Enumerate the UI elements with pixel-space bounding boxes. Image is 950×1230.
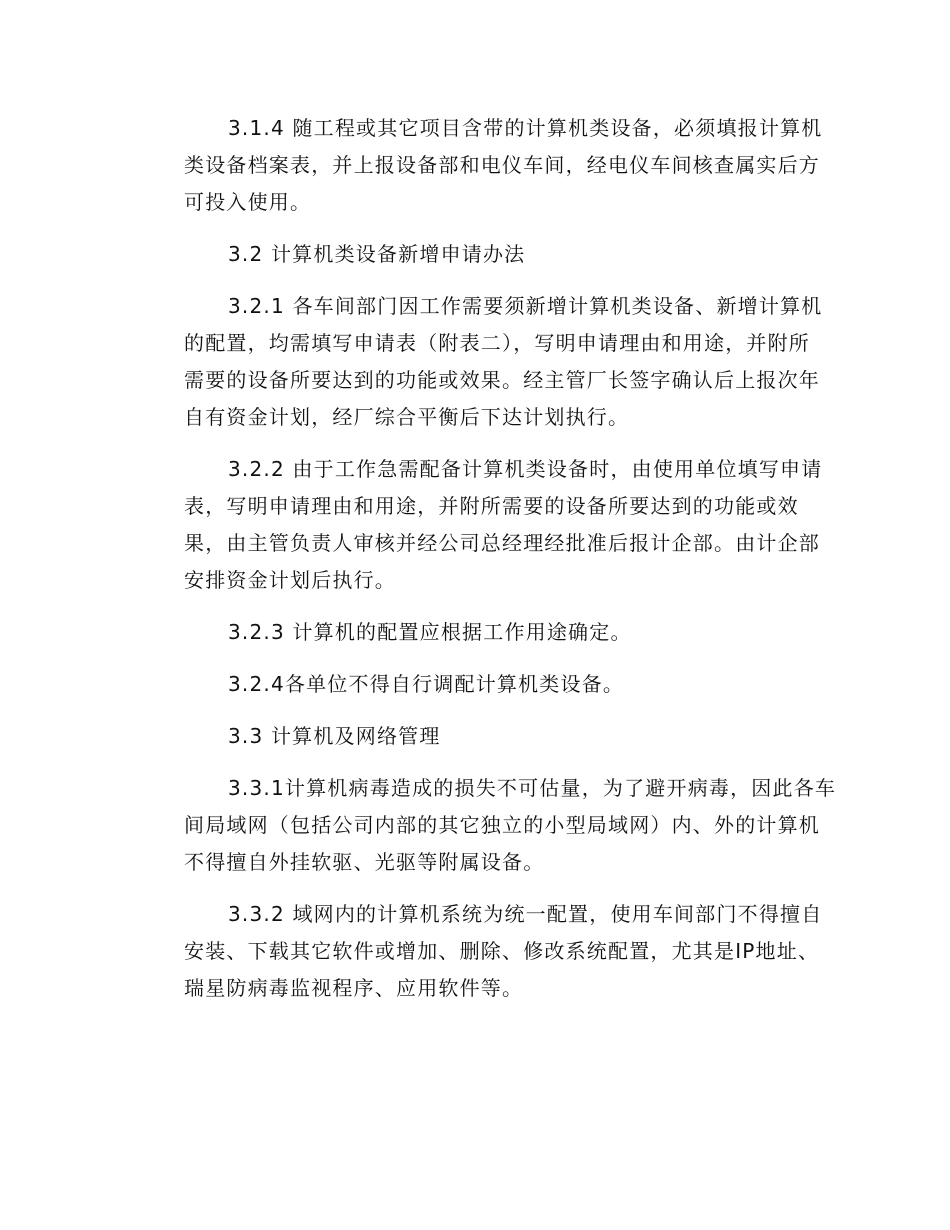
paragraph-3-2-3 <box>140 614 812 651</box>
paragraph-line: 3.1.4 随工程或其它项目含带的计算机类设备，必须填报计算机 <box>228 116 823 140</box>
paragraph-line: 类设备档案表，并上报设备部和电仪车间，经电仪车间核查属实后方 <box>184 153 820 177</box>
paragraph-3-3-2 <box>140 896 823 1007</box>
paragraph-line: 果，由主管负责人审核并经公司总经理经批准后报计企部。由计企部 <box>184 531 820 555</box>
paragraph-3-1-4 <box>140 110 823 221</box>
heading-line: 3.3 计算机及网络管理 <box>228 724 441 748</box>
section-heading-3-3 <box>140 718 812 755</box>
heading-line: 3.2 计算机类设备新增申请办法 <box>228 242 526 266</box>
paragraph-line: 间局域网（包括公司内部的其它独立的小型局域网）内、外的计算机 <box>184 813 820 837</box>
paragraph-line: 瑞星防病毒监视程序、应用软件等。 <box>184 976 524 1000</box>
paragraph-line: 可投入使用。 <box>184 190 312 214</box>
document-body <box>140 110 837 1022</box>
paragraph-line: 安装、下载其它软件或增加、删除、修改系统配置，尤其是IP地址、 <box>184 939 820 963</box>
paragraph-line: 3.2.1 各车间部门因工作需要须新增计算机类设备、新增计算机 <box>228 294 823 318</box>
paragraph-line: 3.2.4各单位不得自行调配计算机类设备。 <box>228 672 625 696</box>
paragraph-3-2-2 <box>140 451 823 599</box>
paragraph-3-2-4 <box>140 666 812 703</box>
paragraph-line: 的配置，均需填写申请表（附表二），写明申请理由和用途，并附所 <box>184 331 810 355</box>
paragraph-3-2-1 <box>140 288 823 436</box>
section-heading-3-2 <box>140 236 812 273</box>
paragraph-line: 3.3.2 域网内的计算机系统为统一配置，使用车间部门不得擅自 <box>228 902 823 926</box>
paragraph-line: 自有资金计划，经厂综合平衡后下达计划执行。 <box>184 405 630 429</box>
paragraph-line: 不得擅自外挂软驱、光驱等附属设备。 <box>184 850 545 874</box>
paragraph-3-3-1 <box>140 770 837 881</box>
paragraph-line: 3.3.1计算机病毒造成的损失不可估量，为了避开病毒，因此各车 <box>228 776 837 800</box>
paragraph-line: 3.2.2 由于工作急需配备计算机类设备时，由使用单位填写申请 <box>228 457 823 481</box>
paragraph-line: 3.2.3 计算机的配置应根据工作用途确定。 <box>228 620 632 644</box>
paragraph-line: 安排资金计划后执行。 <box>184 568 396 592</box>
paragraph-line: 表，写明申请理由和用途，并附所需要的设备所要达到的功能或效 <box>184 494 799 518</box>
paragraph-line: 需要的设备所要达到的功能或效果。经主管厂长签字确认后上报次年 <box>184 368 820 392</box>
